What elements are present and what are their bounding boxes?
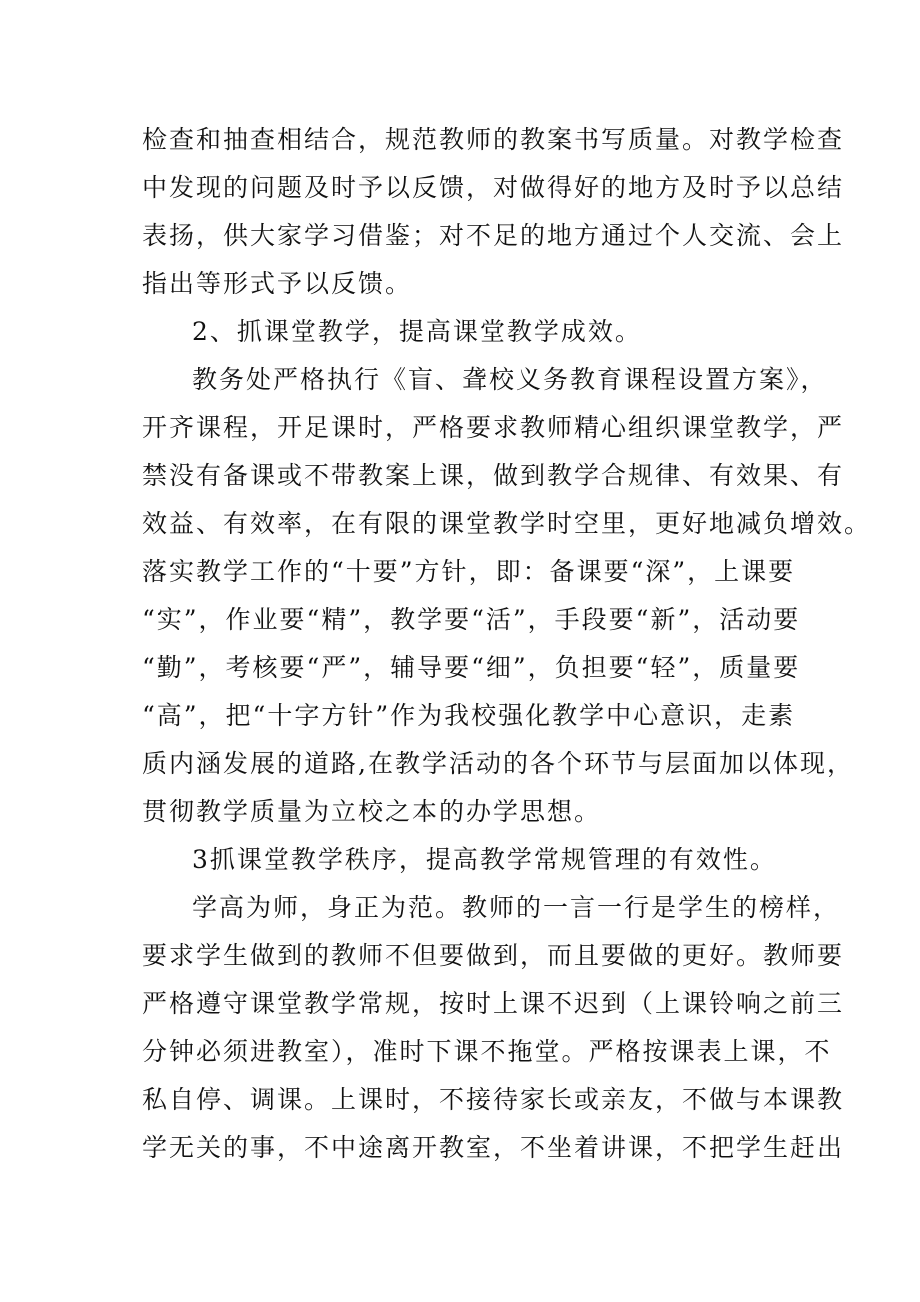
text-line: 检查和抽查相结合，规范教师的教案书写质量。对教学检查 [142,125,845,154]
text-line: 严格遵守课堂教学常规，按时上课不迟到（上课铃响之前三 [142,989,845,1018]
text-line: 学无关的事，不中途离开教室，不坐着讲课，不把学生赶出 [142,1133,845,1162]
text-line: “高”，把“十字方针”作为我校强化教学中心意识，走素 [142,701,796,730]
text-line: 指出等形式予以反馈。 [142,269,413,298]
text-line: “勤”，考核要“严”，辅导要“细”，负担要“轻”，质量要 [142,653,801,682]
text-line: “实”，作业要“精”，教学要“活”，手段要“新”，活动要 [142,605,801,634]
section-heading-2 [142,308,790,356]
text-line: 落实教学工作的“十要”方针，即：备课要“深”，上课要 [142,557,796,586]
text-line: 3抓课堂教学秩序，提高教学常规管理的有效性。 [192,845,777,874]
text-line: 贯彻教学质量为立校之本的办学思想。 [142,797,602,826]
document-body [142,116,872,1172]
text-line: 要求学生做到的教师不但要做到，而且要做的更好。教师要 [142,941,845,970]
text-line: 开齐课程，开足课时，严格要求教师精心组织课堂教学，严 [142,413,845,442]
text-line: 效益、有效率，在有限的课堂教学时空里，更好地减负增效。 [142,509,872,538]
paragraph-1 [142,116,845,308]
text-line: 中发现的问题及时予以反馈，对做得好的地方及时予以总结 [142,173,845,202]
text-line: 表扬，供大家学习借鉴；对不足的地方通过个人交流、会上 [142,221,845,250]
paragraph-3 [142,356,872,836]
text-line: 教务处严格执行《盲、聋校义务教育课程设置方案》， [192,365,828,394]
text-line: 禁没有备课或不带教案上课，做到教学合规律、有效果、有 [142,461,845,490]
text-line: 私自停、调课。上课时，不接待家长或亲友，不做与本课教 [142,1085,845,1114]
text-line: 分钟必须进教室），准时下课不拖堂。严格按课表上课，不 [142,1037,832,1066]
text-line: 学高为师，身正为范。教师的一言一行是学生的榜样， [192,893,841,922]
text-line: 质内涵发展的道路,在教学活动的各个环节与层面加以体现， [142,749,854,778]
text-line: 2、抓课堂教学，提高课堂教学成效。 [192,317,642,346]
paragraph-5 [142,884,845,1172]
section-heading-3 [142,836,790,884]
